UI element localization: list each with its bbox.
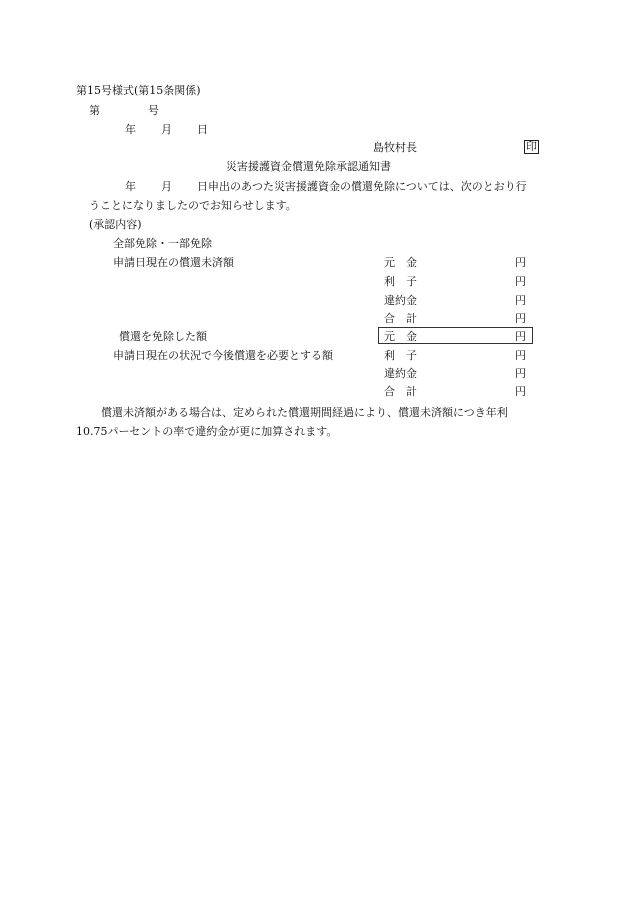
future-amount-label: 申請日現在の状況で今後償還を必要とする額 (113, 349, 333, 362)
future-interest-yen: 円 (515, 349, 526, 362)
doc-number-suffix: 号 (148, 104, 159, 117)
date-year: 年 (125, 123, 136, 136)
future-penalty-label: 違約金 (384, 367, 417, 380)
unpaid-penalty-yen: 円 (515, 294, 526, 307)
exemption-type: 全部免除・一部免除 (113, 237, 212, 250)
future-total-label: 合 計 (384, 385, 417, 398)
unpaid-interest-label: 利 子 (384, 275, 417, 288)
unpaid-principal-label: 元 金 (384, 256, 417, 269)
body-month: 月 (161, 180, 172, 193)
unpaid-total-label: 合 計 (384, 312, 417, 325)
note-line-1: 償還未済額がある場合は、定められた償還期間経過により、償還未済額につき年利 (101, 406, 508, 419)
body-line-1: 日申出のあつた災害援護資金の償還免除については、次のとおり行 (197, 180, 527, 193)
body-year: 年 (125, 180, 136, 193)
future-interest-label: 利 子 (384, 349, 417, 362)
body-line-2: うことになりましたのでお知らせします。 (89, 199, 297, 212)
unpaid-amount-label: 申請日現在の償還未済額 (113, 256, 234, 269)
exempted-principal-label: 元 金 (384, 330, 417, 343)
doc-number-prefix: 第 (89, 104, 100, 117)
unpaid-total-yen: 円 (515, 312, 526, 325)
section-heading: (承認内容) (89, 218, 142, 231)
form-number: 第15号様式(第15条関係) (76, 84, 201, 97)
unpaid-principal-yen: 円 (515, 256, 526, 269)
future-total-yen: 円 (515, 385, 526, 398)
unpaid-interest-yen: 円 (515, 275, 526, 288)
exempted-amount-label: 償還を免除した額 (119, 330, 207, 343)
unpaid-penalty-label: 違約金 (384, 294, 417, 307)
document-title: 災害援護資金償還免除承認通知書 (226, 160, 391, 173)
note-line-2: 10.75パーセントの率で違約金が更に加算されます。 (76, 425, 338, 438)
exempted-principal-yen: 円 (515, 330, 526, 343)
date-day: 日 (197, 123, 208, 136)
issuer-name: 島牧村長 (373, 141, 417, 154)
date-month: 月 (161, 123, 172, 136)
future-penalty-yen: 円 (515, 367, 526, 380)
seal-mark: 印 (526, 140, 537, 153)
